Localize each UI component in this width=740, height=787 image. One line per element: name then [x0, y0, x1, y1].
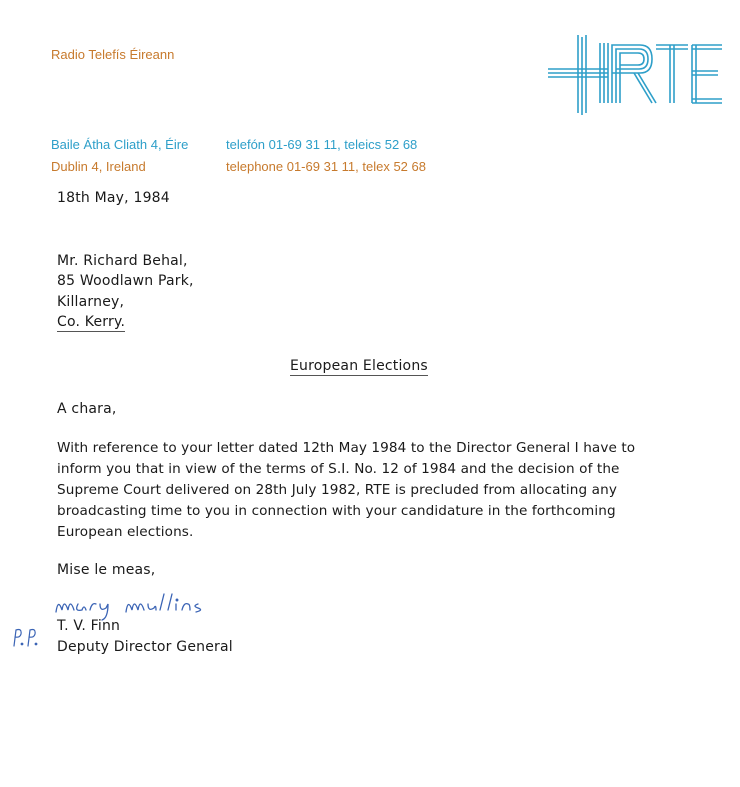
- org-name: Radio Telefís Éireann: [51, 47, 175, 62]
- salutation: A chara,: [57, 401, 117, 417]
- rte-logo: [548, 33, 724, 117]
- address-irish: Baile Átha Cliath 4, Éire: [51, 137, 189, 152]
- closing: Mise le meas,: [57, 562, 156, 578]
- recipient-county: Co. Kerry.: [57, 314, 126, 330]
- letter-date: 18th May, 1984: [57, 190, 170, 206]
- signatory-name: T. V. Finn: [57, 618, 121, 634]
- body-line: broadcasting time to you in connection with your candidature in the forthcoming: [57, 503, 616, 519]
- phone-english: telephone 01-69 31 11, telex 52 68: [226, 159, 426, 174]
- signatory-title: Deputy Director General: [57, 639, 233, 655]
- body-line: inform you that in view of the terms of S.I. No. 12 of 1984 and the decision of the: [57, 461, 620, 477]
- subject-heading: European Elections: [290, 358, 428, 374]
- recipient-name: Mr. Richard Behal,: [57, 253, 188, 269]
- pp-note: [10, 622, 50, 652]
- phone-irish: telefón 01-69 31 11, teleics 52 68: [226, 137, 418, 152]
- body-line: With reference to your letter dated 12th May 1984 to the Director General I have to: [57, 440, 636, 456]
- address-english: Dublin 4, Ireland: [51, 159, 146, 174]
- recipient-street: 85 Woodlawn Park,: [57, 273, 194, 289]
- body-line: Supreme Court delivered on 28th July 1982, RTE is precluded from allocating any: [57, 482, 617, 498]
- recipient-town: Killarney,: [57, 294, 125, 310]
- body-line: European elections.: [57, 524, 194, 540]
